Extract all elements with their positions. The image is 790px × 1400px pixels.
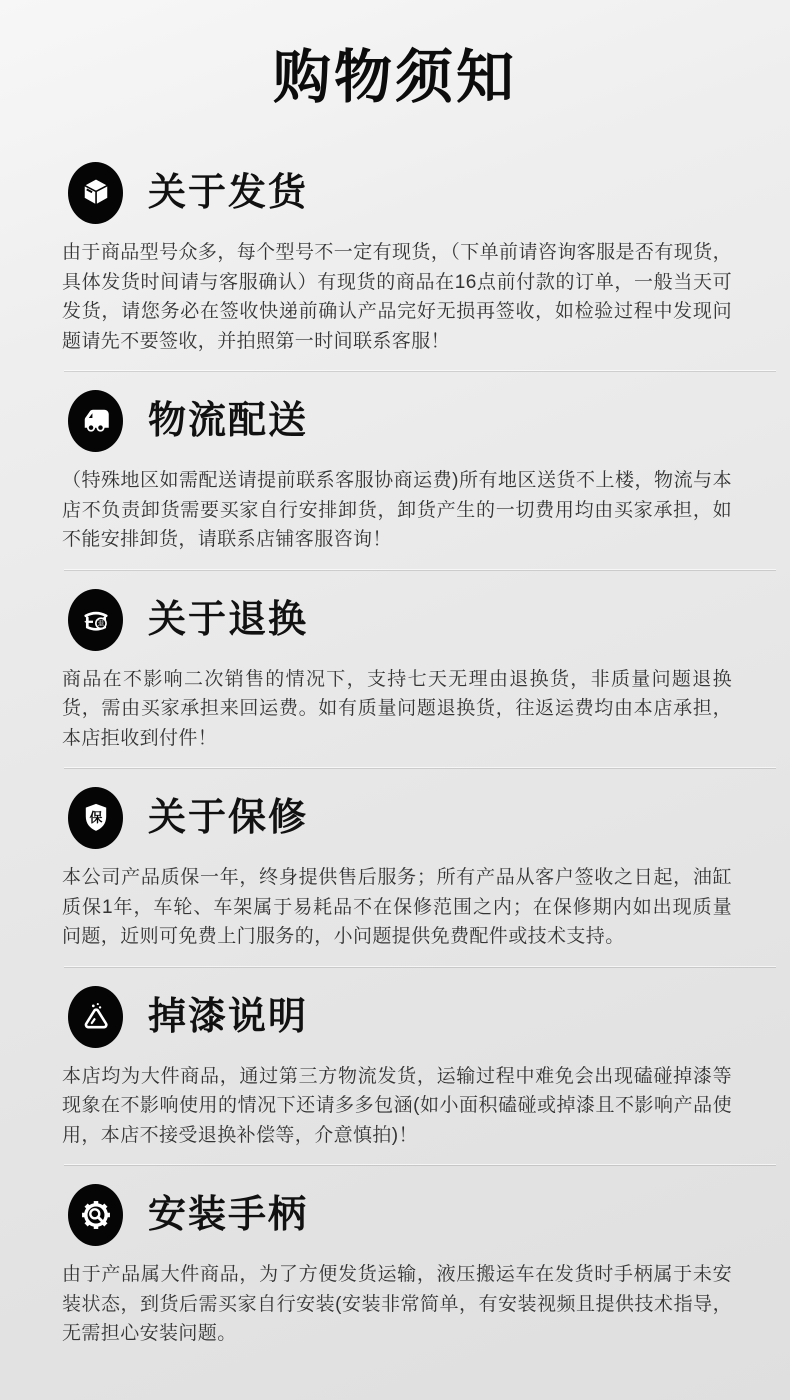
notice-sections [0,162,790,1349]
notice-section-logistics [0,390,790,571]
svg-text:保: 保 [89,809,102,825]
section-body: 本公司产品质保一年，终身提供售后服务；所有产品从客户签收之日起，油缸质保1年，车轮、车架属于易耗品不在保修范围之内；在保修期内如出现质量问题，近则可免费上门服务的，小问题提供免费配件或技术支持。 [62,867,732,947]
section-title: 关于发货 [148,172,309,214]
notice-section-shipping [0,162,790,372]
notice-section-handle [0,1184,790,1349]
notice-section-returns [0,589,790,770]
section-body: 商品在不影响二次销售的情况下，支持七天无理由退换货，非质量问题退换货，需由买家承担来回运费。如有质量问题退换货，往返运费均由本店承担，本店拒收到付件！ [62,668,732,749]
section-title: 关于退换 [148,598,309,641]
section-header [0,986,790,1048]
return-box-icon [68,589,123,651]
section-body: 由于产品属大件商品，为了方便发货运输，液压搬运车在发货时手柄属于未安装状态，到货后需买家自行安装(安装非常简单，有安装视频且提供技术指导，无需担心安装问题。 [62,1264,732,1344]
section-header [0,589,790,651]
section-title: 物流配送 [148,400,309,442]
section-title: 关于保修 [148,797,309,839]
svg-text:退: 退 [97,620,104,628]
paint-chip-icon [68,986,123,1048]
delivery-truck-icon [68,390,123,452]
section-header [0,162,790,224]
section-header [0,390,790,452]
section-title: 安装手柄 [148,1194,309,1236]
section-header [0,787,790,849]
section-header [0,1184,790,1246]
section-body: （特殊地区如需配送请提前联系客服协商运费)所有地区送货不上楼，物流与本店不负责卸货需要买家自行安排卸货，卸货产生的一切费用均由买家承担，如不能安排卸货，请联系店铺客服咨询！ [62,470,732,550]
section-divider [64,967,776,968]
section-divider [64,1165,776,1166]
warranty-shield-icon [68,787,123,849]
section-body: 由于商品型号众多，每个型号不一定有现货，（下单前请咨询客服是否有现货，具体发货时间请与客服确认）有现货的商品在16点前付款的订单，一般当天可发货，请您务必在签收快递前确认产品完好无损再签收，如检验过程中发现问题请先不要签收，并拍照第一时间联系客服！ [62,242,732,352]
notice-section-paint [0,986,790,1167]
section-divider [64,768,776,769]
section-divider [64,570,776,571]
section-body: 本店均为大件商品，通过第三方物流发货，运输过程中难免会出现磕碰掉漆等现象在不影响使用的情况下还请多多包涵(如小面积磕碰或掉漆且不影响产品使用，本店不接受退换补偿等，介意慎拍)！ [62,1065,732,1146]
package-box-icon [68,162,123,224]
section-title: 掉漆说明 [148,995,309,1038]
page-title: 购物须知 [272,45,517,110]
notice-section-warranty [0,787,790,968]
gear-install-icon [68,1184,123,1246]
section-divider [64,371,776,372]
